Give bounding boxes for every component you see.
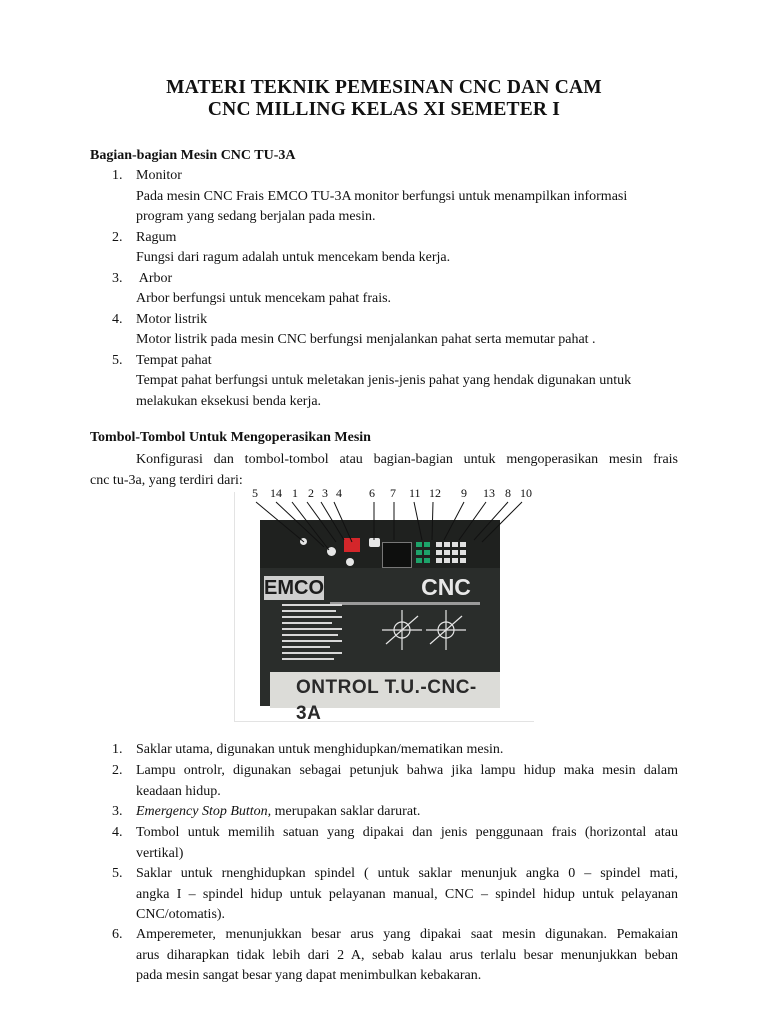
callout-number: 4	[336, 486, 342, 500]
list-item-text: arus diharapkan tidak lebih dari 2 A, sebab kalau arus terlalu besar menunjukkan beban	[136, 947, 678, 963]
list-item-desc: Tempat pahat berfungsi untuk meletakan jenis-jenis pahat yang hendak digunakan untuk	[136, 373, 632, 388]
list-item-title: Tempat pahat	[136, 352, 212, 368]
list-item-number: 3.	[112, 804, 123, 819]
nameplate-text: ONTROL T.U.-CNC-3A	[296, 677, 477, 724]
list-item-desc: Fungsi dari ragum adalah untuk mencekam benda kerja.	[136, 250, 451, 265]
list-item-title: Monitor	[136, 168, 182, 183]
list-item-desc: Arbor berfungsi untuk mencekam pahat frais.	[136, 291, 392, 306]
callout-number: 12	[429, 486, 441, 500]
list-item-text: Tombol untuk memilih satuan yang dipakai dan jenis penggunaan frais (horizontal atau	[136, 825, 678, 840]
emergency-stop-label: Emergency Stop Button,	[136, 804, 272, 819]
operation-listing	[282, 604, 350, 670]
intro-paragraph-line1: Konfigurasi dan tombol-tombol atau bagian-bagian untuk mengoperasikan mesin frais	[136, 452, 678, 467]
list-item-number: 1.	[112, 742, 123, 757]
list-item-text: vertikal)	[136, 845, 184, 861]
list-item-number: 2.	[112, 763, 123, 778]
list-item-number: 3.	[112, 270, 123, 286]
callout-number: 9	[461, 486, 467, 500]
callout-number: 14	[270, 486, 282, 500]
emco-logo: EMCO	[264, 577, 324, 599]
callout-number: 1	[292, 486, 298, 500]
callout-number: 7	[390, 486, 396, 500]
callout-number: 5	[252, 486, 258, 500]
callout-number: 13	[483, 486, 495, 500]
list-item-number: 2.	[112, 229, 123, 245]
callout-number: 8	[505, 486, 511, 500]
callout-number: 6	[369, 486, 375, 500]
list-item-text: angka I – spindel hidup untuk pelayanan manual, CNC – spindel hidup untuk pelayanan	[136, 886, 678, 902]
axis-diagram-right	[424, 608, 468, 652]
list-item-number: 4.	[112, 825, 123, 840]
list-item-text: Saklar utama, digunakan untuk menghidupkan/mematikan mesin.	[136, 742, 504, 757]
section-heading-parts: Bagian-bagian Mesin CNC TU-3A	[90, 148, 296, 163]
axis-diagram-left	[380, 608, 424, 652]
panel-subtitle-strip	[330, 602, 480, 605]
list-item-text: Amperemeter, menunjukkan besar arus yang dipakai saat mesin digunakan. Pemakaian	[136, 927, 678, 942]
document-title-line2: CNC MILLING KELAS XI SEMETER I	[207, 99, 561, 120]
list-item-number: 1.	[112, 168, 123, 183]
list-item-desc: Motor listrik pada mesin CNC berfungsi menjalankan pahat serta memutar pahat .	[136, 332, 596, 347]
list-item-number: 6.	[112, 927, 123, 942]
list-item-desc: Pada mesin CNC Frais EMCO TU-3A monitor berfungsi untuk menampilkan informasi	[136, 188, 628, 204]
callout-number: 3	[322, 486, 328, 500]
list-item-title: Arbor	[136, 270, 173, 286]
callout-number: 2	[308, 486, 314, 500]
list-item-text: Saklar untuk rnenghidupkan spindel ( untuk saklar menunjuk angka 0 – spindel mati,	[136, 866, 678, 881]
list-item-desc: program yang sedang berjalan pada mesin.	[136, 209, 376, 224]
list-item-text: keadaan hidup.	[136, 783, 221, 799]
list-item-desc: melakukan eksekusi benda kerja.	[136, 393, 322, 409]
section-heading-buttons: Tombol-Tombol Untuk Mengoperasikan Mesin	[90, 430, 371, 445]
list-item-number: 4.	[112, 311, 123, 327]
callout-arrows	[234, 492, 534, 582]
list-item-number: 5.	[112, 866, 123, 881]
list-item-title: Ragum	[136, 229, 177, 245]
list-item-text: CNC/otomatis).	[136, 907, 226, 922]
document-title-line1: MATERI TEKNIK PEMESINAN CNC DAN CAM	[166, 77, 602, 98]
list-item-text	[136, 802, 678, 823]
list-item-text: pada mesin sangat besar yang dapat menimbulkan kebakaran.	[136, 968, 482, 983]
list-item-text: Lampu ontrolr, digunakan sebagai petunjuk bahwa jika lampu hidup maka mesin dalam	[136, 763, 678, 778]
callout-number: 10	[520, 486, 532, 500]
list-item-number: 5.	[112, 352, 123, 368]
callout-number: 11	[409, 486, 421, 500]
intro-paragraph-line2: cnc tu-3a, yang terdiri dari:	[90, 472, 243, 488]
list-item-title: Motor listrik	[136, 311, 208, 327]
cnc-logo: CNC	[421, 574, 471, 600]
emergency-stop-desc: merupakan saklar darurat.	[271, 804, 421, 819]
